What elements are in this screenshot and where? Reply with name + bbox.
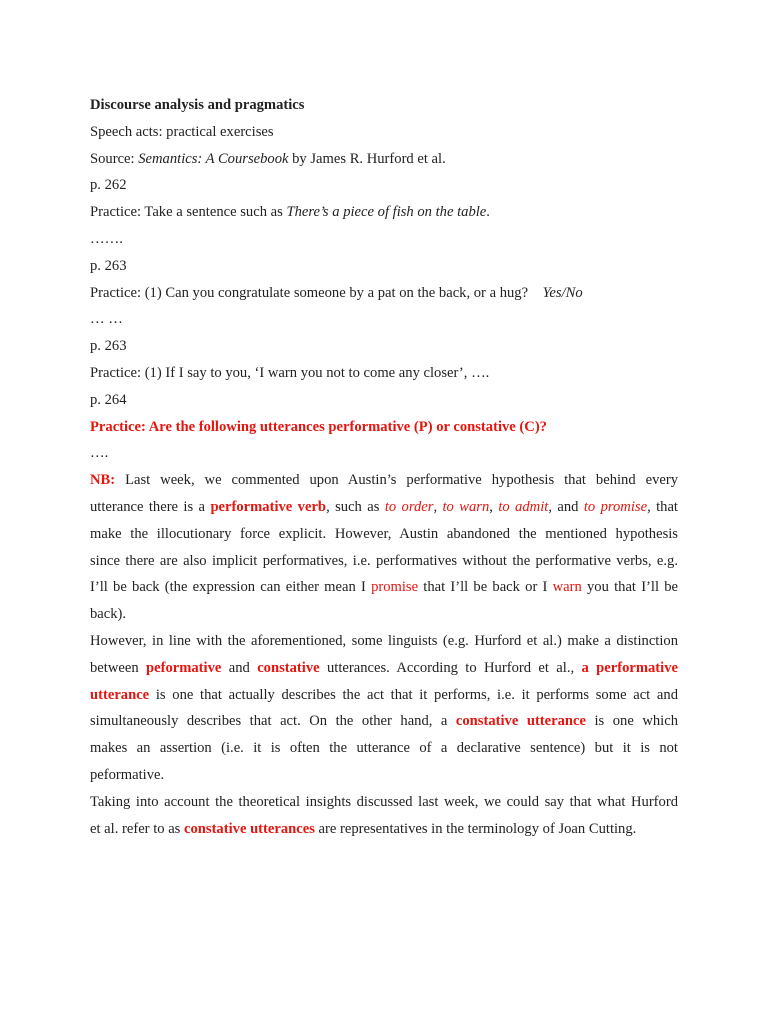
document-subtitle <box>90 119 678 146</box>
practice-263a: Practice: (1) Can you congratulate someone by a pat on the back, or a hug? Yes/No <box>90 284 583 301</box>
page-ref-264: p. 264 <box>90 391 127 408</box>
practice-264-heading: Practice: Are the following utterances performative (P) or constative (C)? <box>90 418 547 435</box>
subtitle-text: Speech acts: practical exercises <box>90 123 274 140</box>
source-line <box>90 146 678 173</box>
para2-line-3: utterance is one that actually describes the act that it performs, i.e. it performs some act and <box>90 686 678 703</box>
page-ref-263b: p. 263 <box>90 338 127 355</box>
practice-example: There’s a piece of fish on the table <box>286 204 487 221</box>
para2-line-5: makes an assertion (i.e. it is often the utterance of a declarative sentence) but it is not <box>90 740 678 757</box>
nb-line-2: utterance there is a performative verb, such as to order, to warn, to admit, and to promise, that <box>90 498 678 515</box>
source-prefix: Source: <box>90 150 139 167</box>
document-page <box>90 92 678 842</box>
page-ref-263a: p. 263 <box>90 257 127 274</box>
para2-line-6: peformative. <box>90 766 165 783</box>
para2-line-1: However, in line with the aforementioned, some linguists (e.g. Hurford et al.) make a distinction <box>90 632 678 649</box>
para3-line-1: Taking into account the theoretical insights discussed last week, we could say that what Hurford <box>90 793 678 810</box>
nb-label: NB: <box>90 472 116 489</box>
nb-line-4: since there are also implicit performatives, i.e. performatives without the performative verbs, e.g. <box>90 552 678 569</box>
nb-line-5: I’ll be back (the expression can either mean I promise that I’ll be back or I warn you that I’ll be <box>90 579 679 596</box>
practice-263b: Practice: (1) If I say to you, ‘I warn you not to come any closer’, …. <box>90 364 490 381</box>
document-title <box>90 92 678 119</box>
nb-line-3: make the illocutionary force explicit. However, Austin abandoned the mentioned hypothesis <box>90 525 678 542</box>
ellipsis-264: …. <box>90 445 109 462</box>
title-text: Discourse analysis and pragmatics <box>90 97 305 113</box>
nb-line-1: NB: Last week, we commented upon Austin’s performative hypothesis that behind every <box>90 472 678 489</box>
term-performative-verb: performative verb <box>210 498 327 515</box>
practice-262: Practice: Take a sentence such as There’s a piece of fish on the table. <box>90 204 490 221</box>
page-ref-262: p. 262 <box>90 177 127 194</box>
source-author: by James R. Hurford et al. <box>288 150 446 167</box>
ellipsis-262: ……. <box>90 230 123 247</box>
ellipsis-263a: … … <box>90 311 123 328</box>
nb-line-6: back). <box>90 606 127 623</box>
para2-line-4: simultaneously describes that act. On the other hand, a constative utterance is one which <box>90 713 678 730</box>
yes-no-answer: Yes/No <box>542 284 583 301</box>
para2-line-2: between peformative and constative utterances. According to Hurford et al., a performative <box>90 659 678 676</box>
source-book-title: Semantics: A Coursebook <box>138 150 289 167</box>
para3-line-2: et al. refer to as constative utterances are representatives in the terminology of Joan Cutting. <box>90 820 637 837</box>
